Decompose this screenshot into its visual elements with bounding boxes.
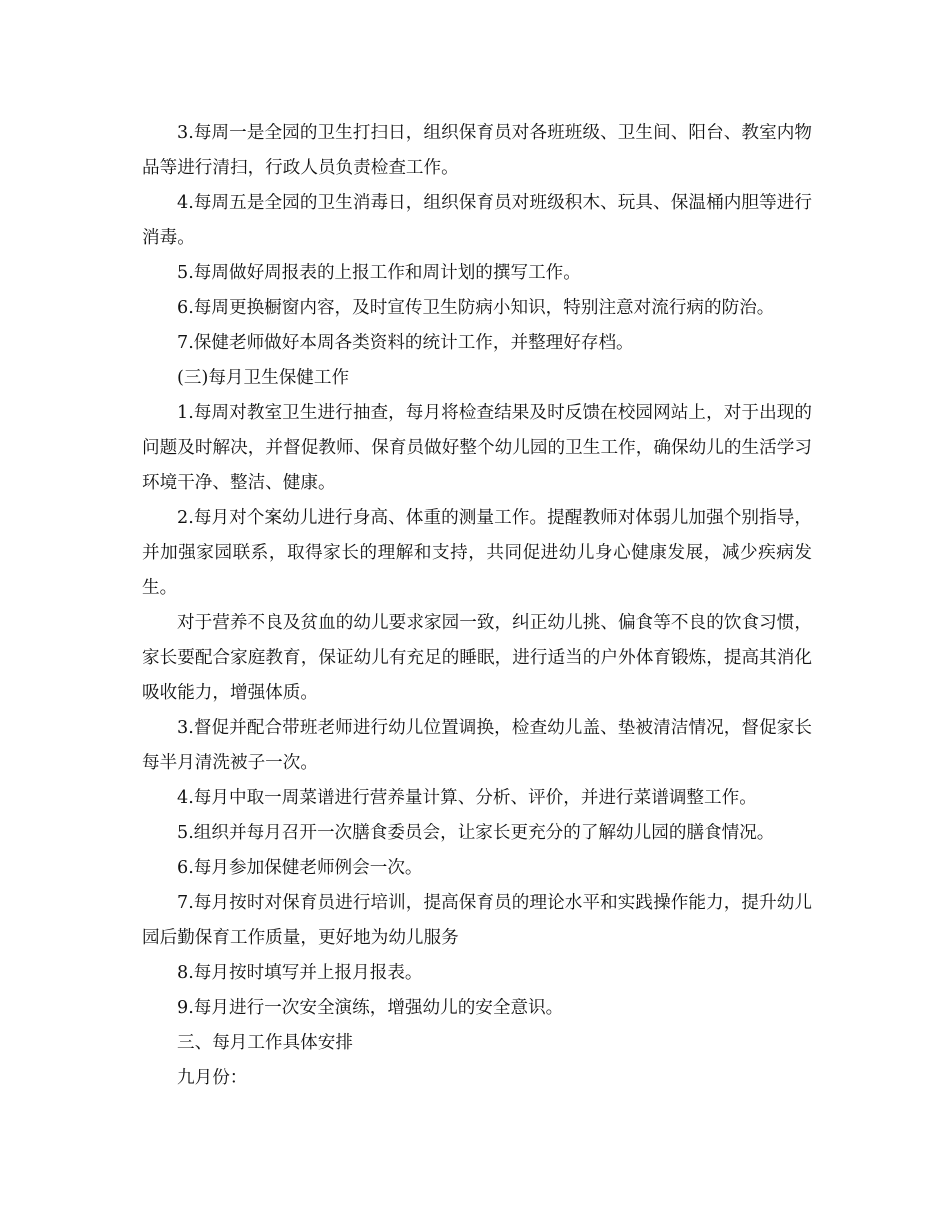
paragraph: 8.每月按时填写并上报月报表。 [177, 963, 423, 983]
subsection-label: 九月份： [177, 1068, 248, 1088]
section-heading: 三、每月工作具体安排 [177, 1033, 353, 1053]
paragraph: 3.督促并配合带班老师进行幼儿位置调换，检查幼儿盖、垫被清洁情况，督促家长每半月清洗被子一次。 [142, 718, 812, 773]
paragraph: 5.每周做好周报表的上报工作和周计划的撰写工作。 [177, 263, 581, 283]
paragraph: 3.每周一是全园的卫生打扫日，组织保育员对各班班级、卫生间、阳台、教室内物品等进行清扫，行政人员负责检查工作。 [142, 123, 812, 178]
paragraph: 5.组织并每月召开一次膳食委员会，让家长更充分的了解幼儿园的膳食情况。 [177, 823, 775, 843]
paragraph: 6.每周更换橱窗内容，及时宣传卫生防病小知识，特别注意对流行病的防治。 [177, 298, 775, 318]
paragraph: 7.保健老师做好本周各类资料的统计工作，并整理好存档。 [177, 333, 634, 353]
paragraph: 1.每周对教室卫生进行抽查，每月将检查结果及时反馈在校园网站上，对于出现的问题及时解决，并督促教师、保育员做好整个幼儿园的卫生工作，确保幼儿的生活学习环境干净、整洁、健康。 [142, 403, 812, 493]
paragraph: 对于营养不良及贫血的幼儿要求家园一致，纠正幼儿挑、偏食等不良的饮食习惯，家长要配合家庭教育，保证幼儿有充足的睡眠，进行适当的户外体育锻炼，提高其消化吸收能力，增强体质。 [142, 613, 812, 703]
section-heading: (三)每月卫生保健工作 [177, 368, 350, 388]
paragraph: 2.每月对个案幼儿进行身高、体重的测量工作。提醒教师对体弱儿加强个别指导，并加强家园联系，取得家长的理解和支持，共同促进幼儿身心健康发展，减少疾病发生。 [142, 508, 812, 598]
paragraph: 7.每月按时对保育员进行培训，提高保育员的理论水平和实践操作能力，提升幼儿园后勤保育工作质量，更好地为幼儿服务 [142, 893, 812, 948]
paragraph: 4.每周五是全园的卫生消毒日，组织保育员对班级积木、玩具、保温桶内胆等进行消毒。 [142, 193, 812, 248]
paragraph: 6.每月参加保健老师例会一次。 [177, 858, 423, 878]
document-body [142, 116, 812, 1096]
paragraph: 4.每月中取一周菜谱进行营养量计算、分析、评价，并进行菜谱调整工作。 [177, 788, 757, 808]
paragraph: 9.每月进行一次安全演练，增强幼儿的安全意识。 [177, 998, 564, 1018]
